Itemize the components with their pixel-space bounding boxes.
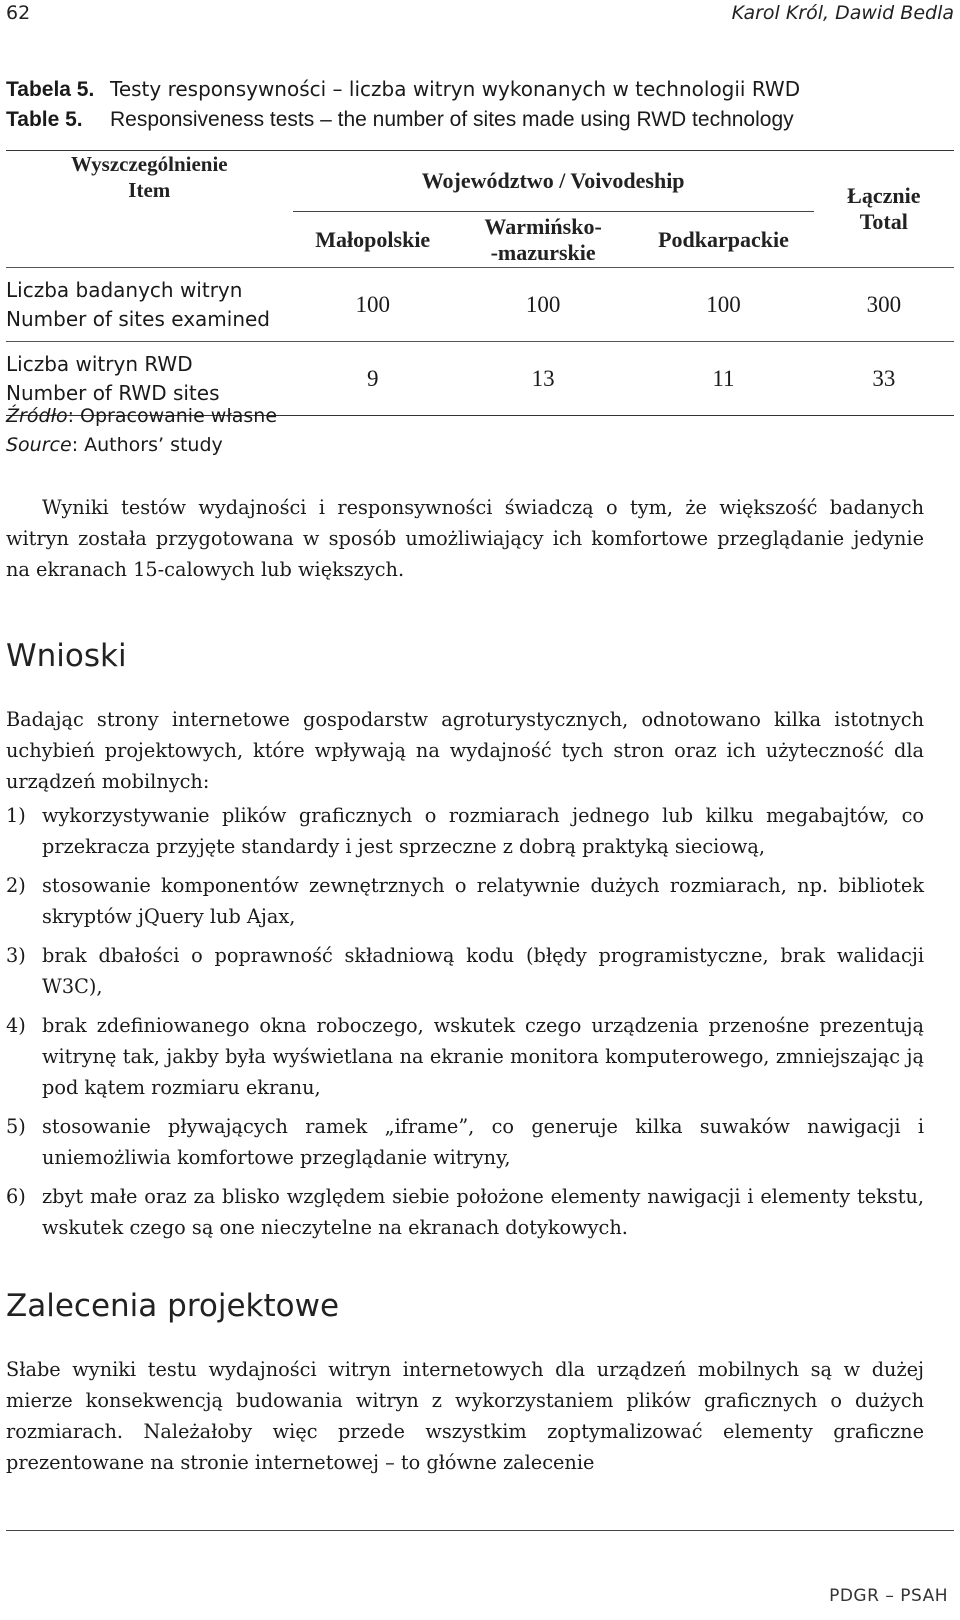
total-column-header [814, 151, 954, 268]
row-label [6, 268, 293, 342]
list-item-number: 2) [6, 874, 26, 897]
list-item-number: 1) [6, 804, 26, 827]
source-en-label: Source [6, 434, 72, 456]
results-table [6, 150, 954, 416]
journal-footer: PDGR – PSAH [829, 1586, 948, 1606]
caption-pl-text: Testy responsywności – liczba witryn wykonanych w technologii RWD [110, 77, 801, 101]
voivodeship-header: Województwo / Voivodeship [293, 151, 814, 212]
caption-en [6, 105, 800, 135]
source-pl-text: : Opracowanie własne [67, 405, 278, 427]
caption-pl-label: Tabela 5. [6, 78, 95, 101]
item-header-pl: Wyszczególnienie [70, 152, 228, 176]
section-heading-wnioski: Wnioski [6, 638, 127, 674]
item-header-en: Item [128, 178, 171, 202]
cell-value: 100 [525, 291, 561, 317]
list-item [6, 1010, 924, 1103]
malopolskie-column-header: Małopolskie [315, 226, 431, 252]
cell-value: 100 [706, 291, 741, 317]
total-header-pl: Łącznie [847, 183, 921, 208]
row-label-en: Number of sites examined [6, 306, 270, 331]
page-number: 62 [6, 2, 31, 24]
table-row [6, 268, 954, 342]
total-header-en: Total [859, 209, 908, 234]
list-item-text: stosowanie pływających ramek „iframe”, co generuje kilka suwaków nawigacji i uniemożliwia komfortowe przeglądanie witryny, [42, 1115, 924, 1169]
list-item-text: zbyt małe oraz za blisko względem siebie położone elementy nawigacji i elementy tekstu, wskutek czego są one nieczytelne na ekranach dotykowych. [42, 1185, 924, 1239]
footer-divider [6, 1530, 954, 1531]
section-heading-zalecenia: Zalecenia projektowe [6, 1288, 340, 1324]
list-item-number: 4) [6, 1014, 26, 1037]
body-paragraph: Słabe wyniki testu wydajności witryn internetowych dla urządzeń mobilnych są w dużej mierze konsekwencją budowania witryn z wykorzystaniem plików graficznych o dużych rozmiarach. Należałoby więc przede wszystkim zoptymalizować elementy graficzne prezentowane na stronie internetowej – to główne zalecenie [6, 1358, 924, 1474]
cell-value: 33 [872, 365, 896, 391]
caption-en-text: Responsiveness tests – the number of sites made using RWD technology [110, 108, 794, 131]
list-item [6, 940, 924, 1002]
cell-value: 13 [531, 365, 555, 391]
running-header-authors: Karol Król, Dawid Bedla [731, 2, 954, 24]
row-label-en: Number of RWD sites [6, 380, 220, 405]
list-item [6, 1111, 924, 1173]
cell-value: 300 [866, 291, 902, 317]
cell-value: 9 [367, 365, 379, 391]
table-source-note [6, 402, 277, 460]
source-pl-label: Źródło [6, 405, 68, 427]
list-item-text: stosowanie komponentów zewnętrznych o relatywnie dużych rozmiarach, np. bibliotek skryptów jQuery lub Ajax, [42, 874, 924, 928]
list-item-number: 3) [6, 944, 26, 967]
list-item-text: brak zdefiniowanego okna roboczego, wskutek czego urządzenia przenośne prezentują witrynę tak, jakby była wyświetlana na ekranie monitora komputerowego, zmniejszając ją pod kątem rozmiaru ekranu, [42, 1014, 924, 1099]
source-en-text: : Authors’ study [71, 434, 223, 456]
caption-en-label: Table 5. [6, 108, 83, 131]
warminsko-header-line1: Warmińsko- [484, 213, 602, 239]
list-item [6, 1181, 924, 1243]
body-paragraph: Badając strony internetowe gospodarstw agroturystycznych, odnotowano kilka istotnych uchybień projektowych, które wpływają na wydajność tych stron oraz ich użyteczność dla urządzeń mobilnych: [6, 708, 924, 793]
row-label-pl: Liczba badanych witryn [6, 277, 243, 302]
list-item-number: 5) [6, 1115, 26, 1138]
list-item-text: wykorzystywanie plików graficznych o rozmiarach jednego lub kilku megabajtów, co przekracza przyjęte standardy i jest sprzeczne z dobrą praktyką sieciową, [42, 804, 924, 858]
list-item-number: 6) [6, 1185, 26, 1208]
caption-pl [6, 74, 800, 105]
cell-value: 11 [712, 365, 735, 391]
conclusions-list [6, 800, 924, 1251]
warminsko-column-header [453, 212, 633, 268]
row-label-pl: Liczba witryn RWD [6, 351, 193, 376]
list-item-text: brak dbałości o poprawność składniową kodu (błędy programistyczne, brak walidacji W3C), [42, 944, 924, 998]
list-item [6, 800, 924, 862]
table-caption [6, 74, 800, 135]
body-paragraph: Wyniki testów wydajności i responsywności świadczą o tym, że większość badanych witryn została przygotowana w sposób umożliwiający ich komfortowe przeglądanie jedynie na ekranach 15-calowych lub większych. [6, 496, 924, 581]
list-item [6, 870, 924, 932]
item-column-header [6, 151, 293, 268]
podkarpackie-column-header: Podkarpackie [658, 226, 789, 252]
warminsko-header-line2: -mazurskie [490, 239, 596, 265]
cell-value: 100 [355, 291, 390, 317]
